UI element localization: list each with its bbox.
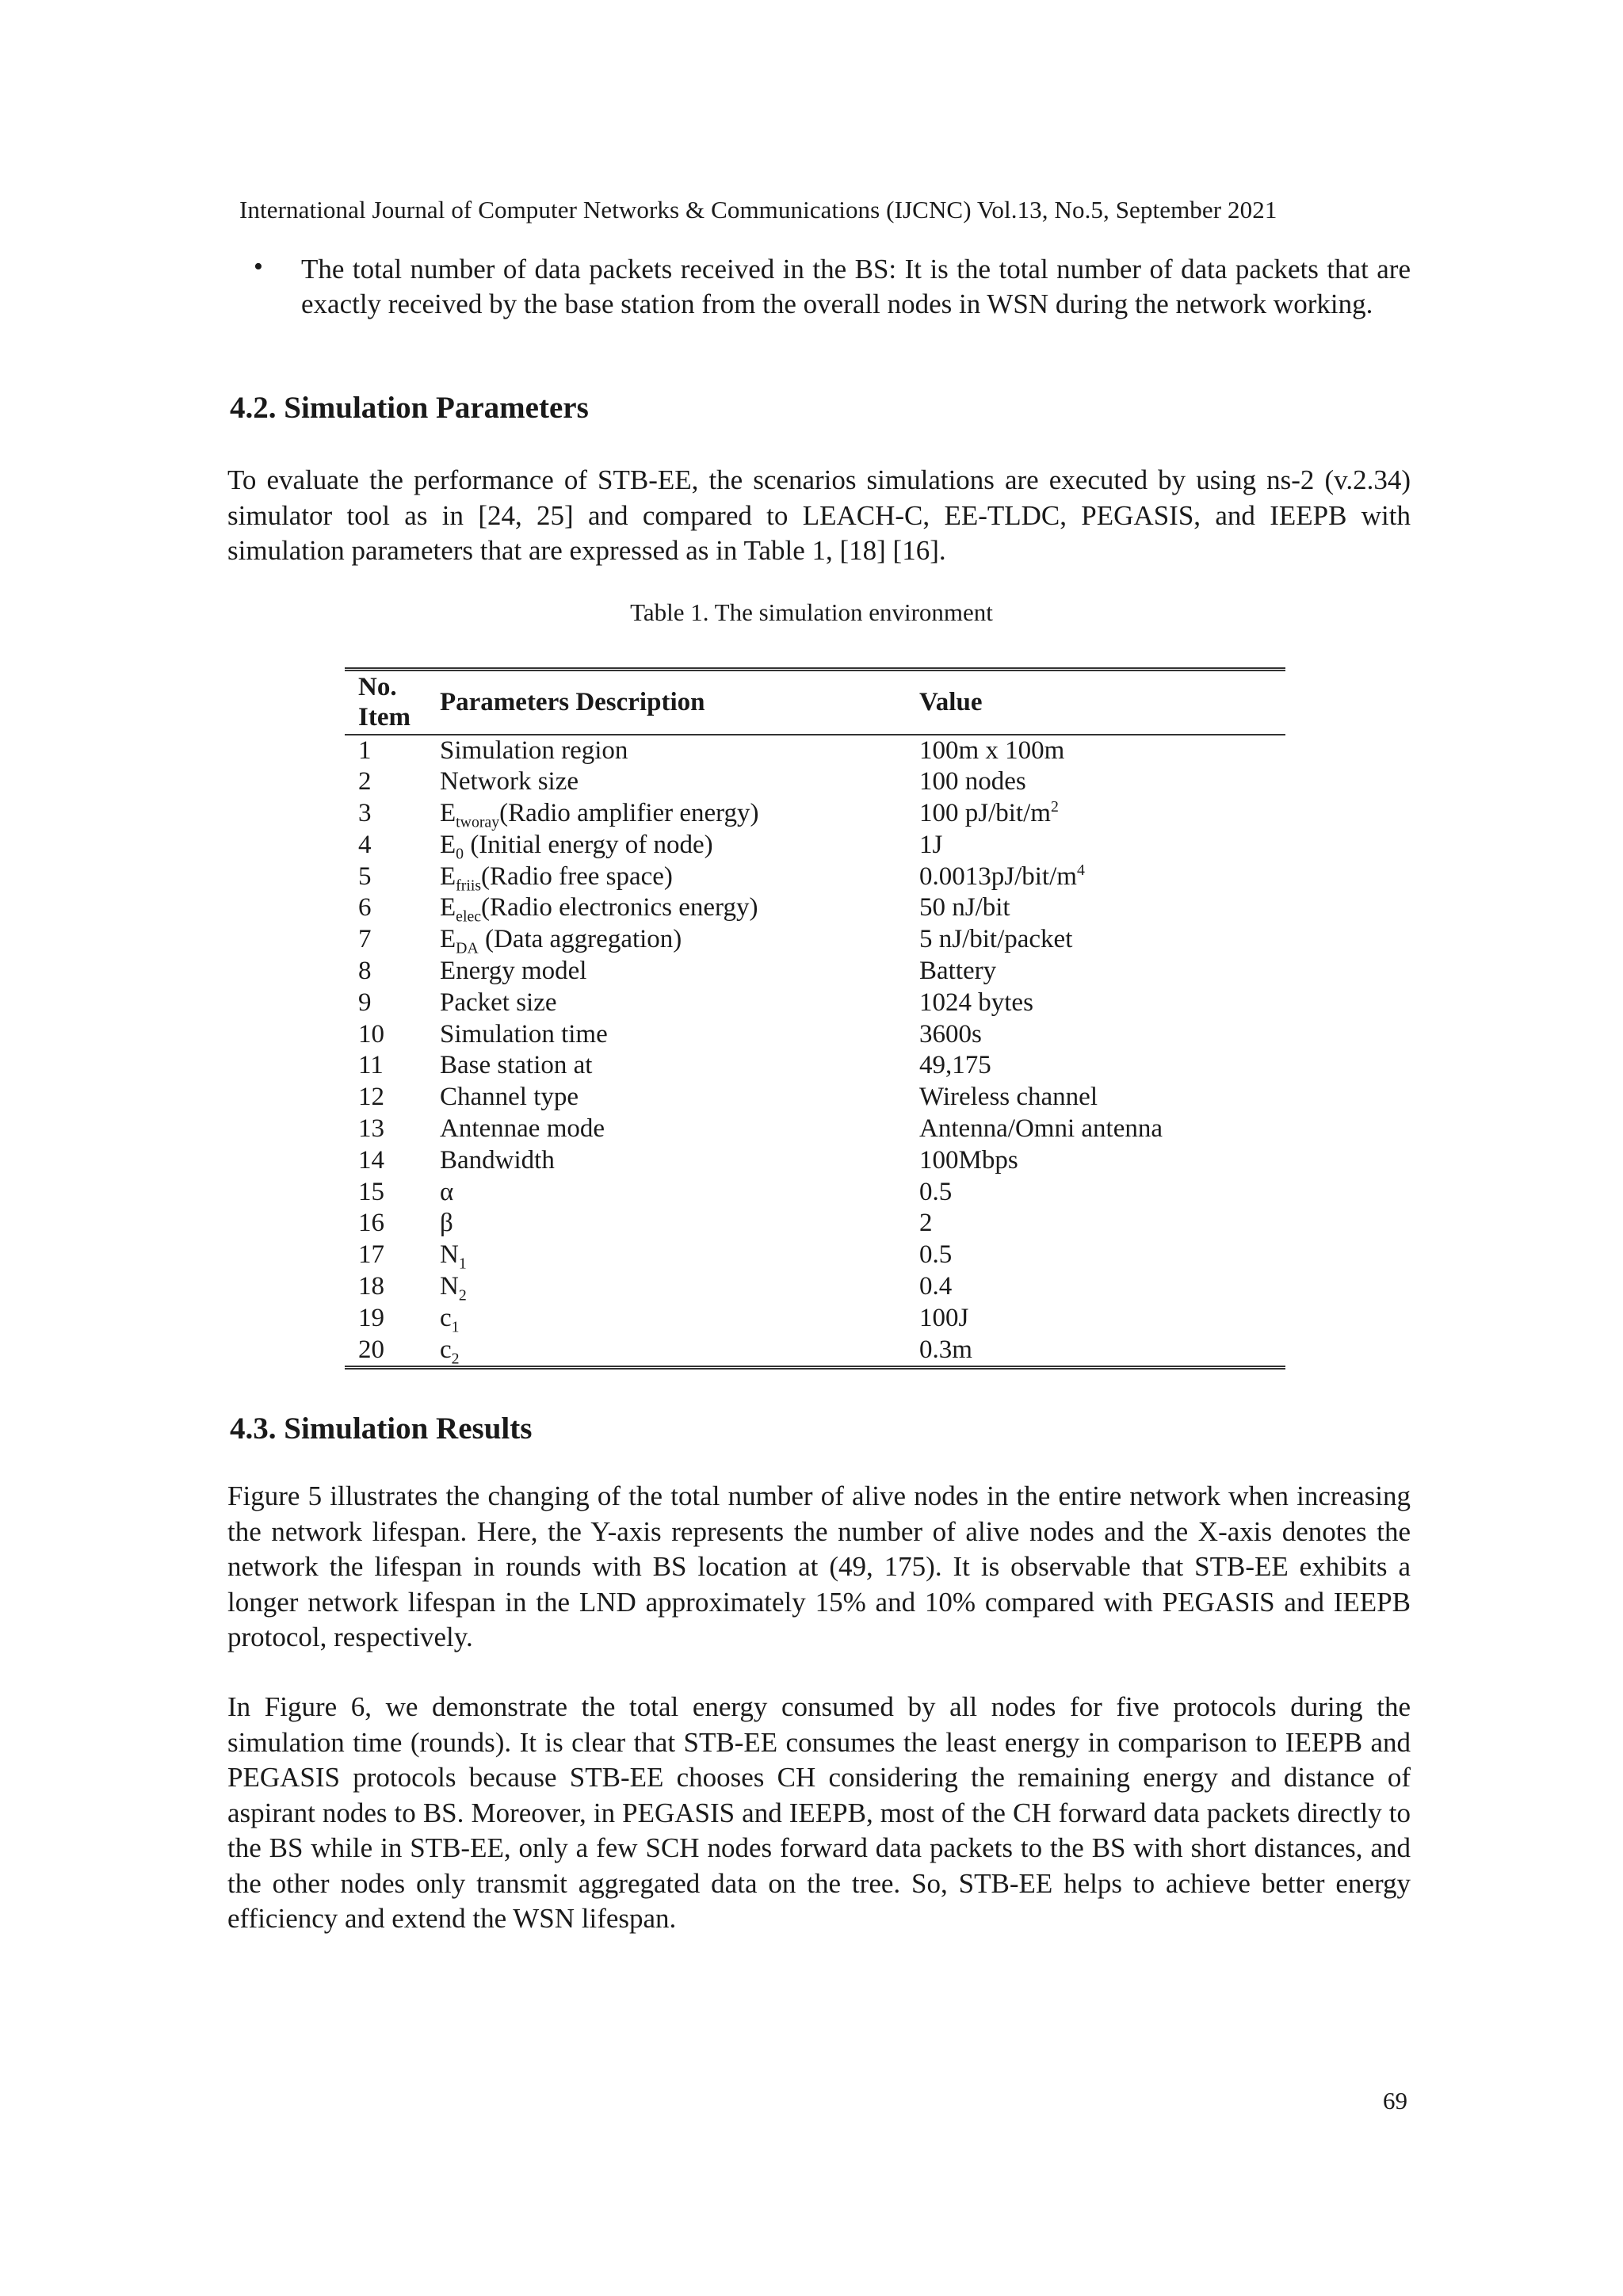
cell-item-no: 11 [358, 1051, 384, 1080]
parameter-description: (Radio electronics energy) [481, 893, 758, 923]
page-number: 69 [1383, 2087, 1407, 2115]
cell-value: 2 [919, 1209, 933, 1238]
cell-value: 100Mbps [919, 1145, 1018, 1175]
cell-item-no: 7 [358, 925, 372, 954]
cell-parameter: Energy model [440, 957, 587, 986]
cell-item-no: 9 [358, 988, 372, 1017]
cell-item-no: 20 [345, 1335, 440, 1368]
cell-parameter [440, 1271, 919, 1303]
cell-item-no: 6 [358, 893, 372, 923]
cell-value: Antenna/Omni antenna [919, 1114, 1163, 1144]
cell-value: 100 nodes [919, 767, 1026, 797]
cell-item-no: 3 [358, 799, 372, 828]
parameter-subscript: 1 [451, 1318, 460, 1336]
cell-item-no: 10 [358, 1019, 384, 1049]
section-heading-4-2: 4.2. Simulation Parameters [230, 391, 589, 425]
cell-parameter: α [440, 1177, 454, 1206]
parameter-symbol: c [440, 1335, 452, 1364]
header-no-item: No. Item [358, 673, 411, 732]
cell-item-no: 17 [358, 1240, 384, 1270]
cell-value: 1024 bytes [919, 988, 1033, 1017]
parameter-subscript: 2 [451, 1350, 460, 1368]
table-row [345, 1177, 1285, 1209]
cell-parameter [440, 861, 919, 893]
cell-parameter [440, 1240, 919, 1271]
table-row [345, 956, 1285, 988]
value-base: 0.0013pJ/bit/m [919, 861, 1077, 891]
header-parameters: Parameters Description [440, 688, 705, 717]
parameter-symbol: N [440, 1240, 459, 1270]
cell-value [919, 861, 1285, 893]
parameter-description: (Radio free space) [481, 861, 673, 891]
parameter-symbol: E [440, 893, 456, 923]
table-row [345, 924, 1285, 956]
cell-item-no: 8 [358, 957, 372, 986]
table-row [345, 1114, 1285, 1145]
cell-item-no: 15 [358, 1177, 384, 1206]
cell-value: 3600s [919, 1019, 982, 1049]
table-row [345, 1240, 1285, 1271]
cell-value: 5 nJ/bit/packet [919, 925, 1073, 954]
parameter-subscript: 2 [458, 1286, 467, 1305]
parameter-symbol: E [440, 799, 456, 828]
parameter-subscript: elec [456, 908, 482, 926]
parameter-description: (Initial energy of node) [464, 830, 713, 859]
parameter-subscript: 0 [456, 845, 464, 863]
paragraph-simulation-parameters: To evaluate the performance of STB-EE, the scenarios simulations are executed by using ns-2 (v.2.34) simulator tool as in [24, 25] and compared to LEACH-C, EE-TLDC, PEGASIS, and IEEPB with simulation parameters that are expressed as in Table 1, [18] [16]. [227, 464, 1411, 566]
parameter-symbol: E [440, 861, 456, 891]
table-row [345, 1208, 1285, 1240]
cell-item-no: 5 [358, 861, 372, 891]
paragraph-results-figure6: In Figure 6, we demonstrate the total energy consumed by all nodes for five protocols during the simulation time (rounds). It is clear that STB-EE consumes the least energy in comparison to IEEPB and PEGASIS protocols because STB-EE chooses CH considering the remaining energy and distance of aspirant nodes to BS. Moreover, in PEGASIS and IEEPB, most of the CH forward data packets directly to the BS while in STB-EE, only a few SCH nodes forward data packets to the BS with short distances, and the other nodes only transmit aggregated data on the tree. So, STB-EE helps to achieve better energy efficiency and extend the WSN lifespan. [227, 1691, 1411, 1934]
parameter-symbol: c [440, 1303, 452, 1332]
running-header: International Journal of Computer Networks & Communications (IJCNC) Vol.13, No.5, September 2021 [239, 196, 1277, 223]
cell-parameter: Simulation region [440, 735, 628, 765]
section-heading-4-3: 4.3. Simulation Results [230, 1412, 533, 1446]
cell-item-no: 2 [358, 767, 372, 797]
cell-item-no: 18 [358, 1272, 384, 1301]
header-value: Value [919, 688, 983, 717]
table-row [345, 798, 1285, 830]
paragraph-results-figure5: Figure 5 illustrates the changing of the total number of alive nodes in the entire network when increasing the network lifespan. Here, the Y-axis represents the number of alive nodes and the X-axis denotes the network the lifespan in rounds with BS location at (49, 175). It is observable that STB-EE exhibits a longer network lifespan in the LND approximately 15% and 10% compared with PEGASIS and IEEPB protocol, respectively. [227, 1480, 1411, 1652]
cell-item-no: 1 [358, 735, 372, 765]
cell-parameter: Network size [440, 767, 579, 797]
simulation-table [345, 667, 1285, 1370]
table-row [345, 1019, 1285, 1051]
cell-value: 49,175 [919, 1051, 991, 1080]
cell-parameter: Packet size [440, 988, 557, 1017]
value-superscript: 4 [1076, 861, 1085, 879]
cell-item-no: 16 [358, 1209, 384, 1238]
cell-parameter: Base station at [440, 1051, 593, 1080]
cell-parameter [440, 924, 919, 956]
parameter-subscript: friis [456, 877, 482, 895]
table-row [345, 735, 1285, 767]
parameter-symbol: N [440, 1272, 459, 1301]
cell-value: 0.4 [919, 1272, 953, 1301]
bullet-icon: • [254, 252, 263, 281]
cell-value: Battery [919, 957, 997, 986]
cell-value: 1J [919, 830, 943, 859]
parameter-subscript: DA [456, 939, 479, 957]
table-caption: Table 1. The simulation environment [630, 598, 993, 626]
cell-parameter: Antennae mode [440, 1114, 605, 1144]
cell-value: 100m x 100m [919, 735, 1065, 765]
parameter-description: (Data aggregation) [478, 925, 682, 954]
cell-value: 0.5 [919, 1240, 953, 1270]
table-row [345, 1145, 1285, 1177]
cell-value: Wireless channel [919, 1083, 1098, 1112]
table-row [345, 830, 1285, 861]
table-row [345, 988, 1285, 1019]
parameter-symbol: E [440, 925, 456, 954]
cell-item-no: 19 [358, 1303, 384, 1332]
value-base: 100 pJ/bit/m [919, 799, 1051, 828]
cell-parameter [440, 798, 919, 830]
cell-value: 0.5 [919, 1177, 953, 1206]
table-row [345, 1082, 1285, 1114]
cell-item-no: 14 [358, 1145, 384, 1175]
cell-parameter [440, 892, 919, 924]
cell-parameter: β [440, 1209, 453, 1238]
parameter-subscript: 1 [458, 1255, 467, 1273]
cell-value: 0.3m [919, 1335, 1285, 1368]
table-row [345, 892, 1285, 924]
table-row [345, 861, 1285, 893]
table-row [345, 766, 1285, 798]
cell-parameter: Bandwidth [440, 1145, 555, 1175]
parameter-description: (Radio amplifier energy) [499, 799, 759, 828]
cell-value [919, 798, 1285, 830]
cell-parameter: Channel type [440, 1083, 579, 1112]
bullet-text: The total number of data packets received in the BS: It is the total number of data packets that are exactly received by the base station from the overall nodes in WSN during the network working. [301, 254, 1411, 319]
table-row [345, 1271, 1285, 1303]
cell-parameter [440, 1303, 919, 1335]
table-row [345, 1335, 1285, 1368]
cell-item-no: 4 [358, 830, 372, 859]
value-superscript: 2 [1050, 798, 1059, 816]
cell-parameter: Simulation time [440, 1019, 608, 1049]
cell-item-no: 13 [358, 1114, 384, 1144]
cell-parameter [440, 830, 919, 861]
parameter-subscript: tworay [456, 813, 500, 831]
table-row [345, 1303, 1285, 1335]
cell-value: 100J [919, 1303, 969, 1332]
table-row [345, 1050, 1285, 1082]
parameter-symbol: E [440, 830, 456, 859]
cell-parameter [440, 1335, 919, 1368]
cell-item-no: 12 [358, 1083, 384, 1112]
cell-value: 50 nJ/bit [919, 893, 1010, 923]
